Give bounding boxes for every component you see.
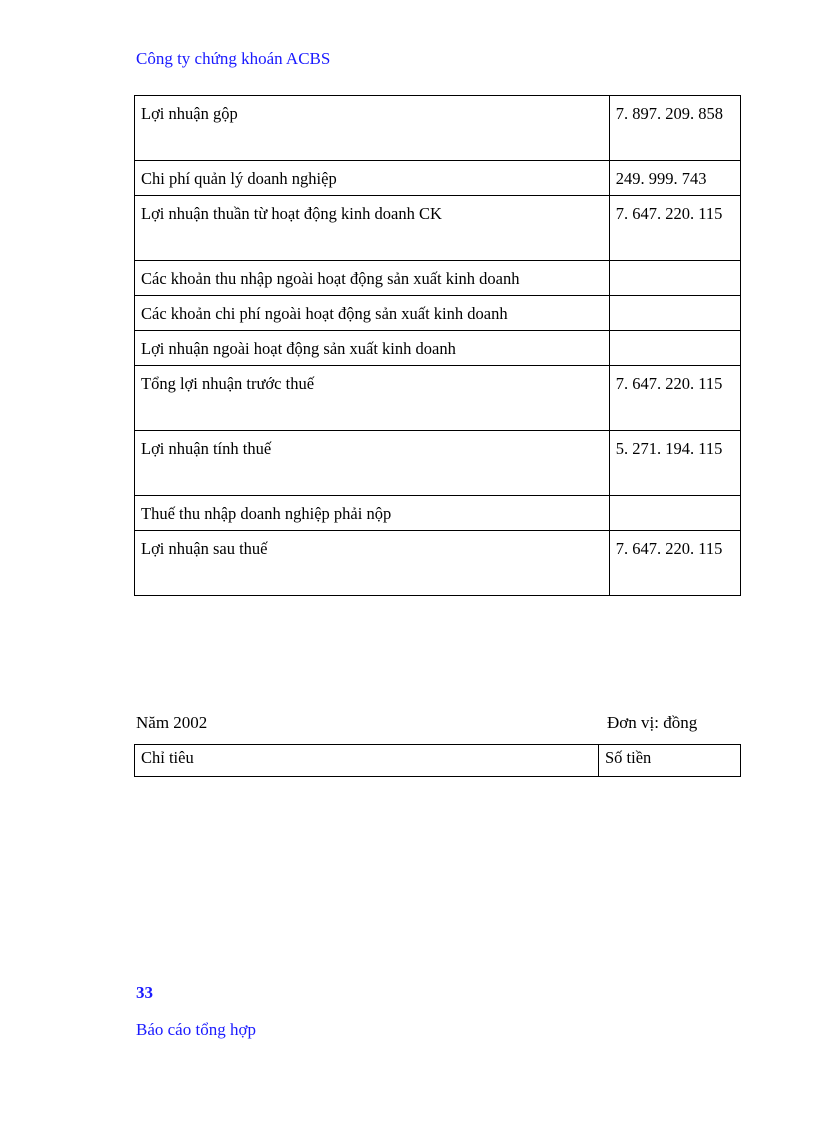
table-row: [135, 496, 741, 531]
row-value: 5. 271. 194. 115: [609, 431, 740, 496]
row-label: Chi phí quản lý doanh nghiệp: [135, 161, 610, 196]
table-row: [135, 261, 741, 296]
row-value: [609, 496, 740, 531]
row-label: Lợi nhuận thuần từ hoạt động kinh doanh CK: [135, 196, 610, 261]
row-value: 7. 647. 220. 115: [609, 531, 740, 596]
table-row: [135, 431, 741, 496]
table-row: [135, 161, 741, 196]
row-value: 249. 999. 743: [609, 161, 740, 196]
row-label: Thuế thu nhập doanh nghiệp phải nộp: [135, 496, 610, 531]
report-title: Báo cáo tổng hợp: [136, 1020, 256, 1039]
table-row: [135, 96, 741, 161]
indicator-table: [134, 744, 741, 777]
table-row: [135, 196, 741, 261]
row-value: [609, 261, 740, 296]
page-number: 33: [136, 983, 153, 1002]
column-header-amount: Số tiền: [599, 745, 741, 777]
row-value: 7. 897. 209. 858: [609, 96, 740, 161]
column-header-indicator: Chỉ tiêu: [135, 745, 599, 777]
income-table: [134, 95, 741, 596]
row-value: 7. 647. 220. 115: [609, 196, 740, 261]
unit-label: Đơn vị: đồng: [607, 713, 698, 732]
table-row: [135, 366, 741, 431]
table-row: [135, 331, 741, 366]
row-label: Lợi nhuận sau thuế: [135, 531, 610, 596]
row-label: Lợi nhuận tính thuế: [135, 431, 610, 496]
company-header: Công ty chứng khoán ACBS: [136, 49, 331, 68]
table-row: [135, 531, 741, 596]
row-label: Tổng lợi nhuận trước thuế: [135, 366, 610, 431]
row-value: 7. 647. 220. 115: [609, 366, 740, 431]
year-label: Năm 2002: [136, 713, 208, 732]
row-label: Các khoản chi phí ngoài hoạt động sản xuất kinh doanh: [135, 296, 610, 331]
table-row: [135, 296, 741, 331]
row-label: Các khoản thu nhập ngoài hoạt động sản xuất kinh doanh: [135, 261, 610, 296]
row-label: Lợi nhuận gộp: [135, 96, 610, 161]
row-value: [609, 296, 740, 331]
row-value: [609, 331, 740, 366]
row-label: Lợi nhuận ngoài hoạt động sản xuất kinh doanh: [135, 331, 610, 366]
table-header-row: [135, 745, 741, 777]
